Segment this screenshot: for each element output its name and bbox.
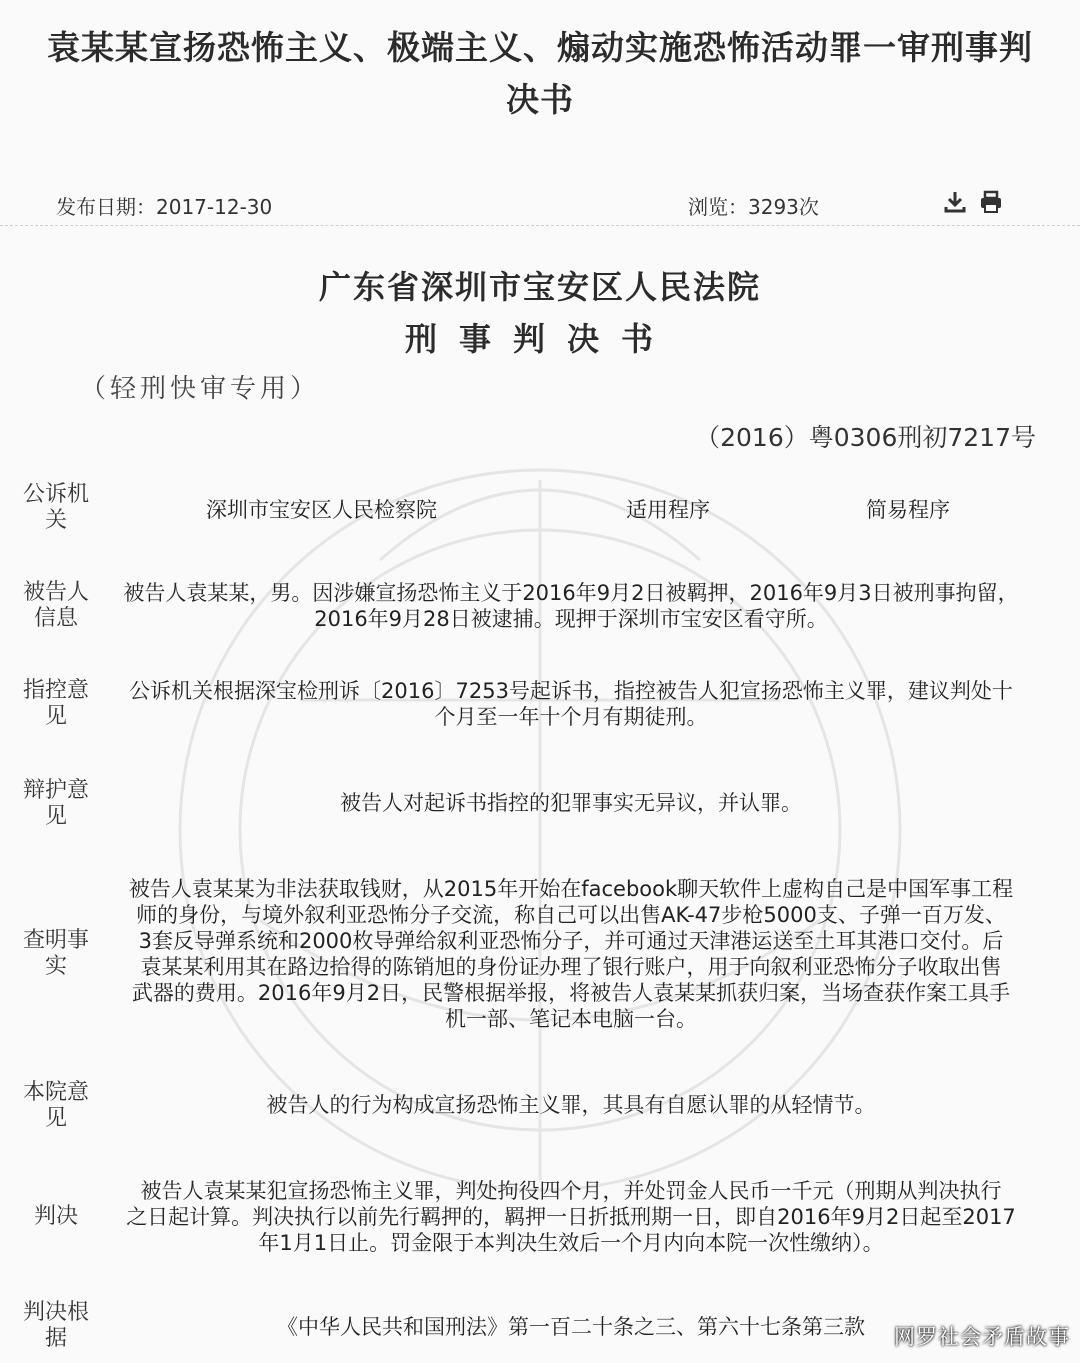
procedure-value: 简易程序 (866, 498, 950, 522)
download-icon[interactable] (942, 189, 968, 215)
charge-line: 个月至一年十个月有期徒刑。 (434, 705, 708, 729)
prosecutor-value: 深圳市宝安区人民检察院 (206, 498, 437, 522)
verdict-line: 之日起计算。判决执行以前先行羁押的，羁押一日折抵刑期一日，即自2016年9月2日起至2017 (126, 1205, 1016, 1229)
title-line-1: 袁某某宣扬恐怖主义、极端主义、煽动实施恐怖活动罪一审刑事判 (47, 28, 1033, 67)
facts-line: 被告人袁某某为非法获取钱财，从2015年开始在facebook聊天软件上虚构自己是中国军事工程 (128, 877, 1014, 901)
view-count: 浏览：3293次 (688, 195, 819, 219)
label-charge: 指控意见 (22, 678, 89, 729)
row-prosecutor (0, 482, 1080, 538)
row-defense (0, 778, 1080, 834)
verdict-line: 被告人袁某某犯宣扬恐怖主义罪，判处拘役四个月，并处罚金人民币一千元（刑期从判决执行 (140, 1179, 1002, 1203)
facts-line: 3套反导弹系统和2000枚导弹给叙利亚恐怖分子，并可通过天津港运送至土耳其港口交付。后 (138, 929, 1004, 953)
court-name: 广东省深圳市宝安区人民法院 (318, 268, 761, 306)
procedure-label: 适用程序 (626, 498, 710, 522)
case-number: （2016）粤0306刑初7217号 (695, 423, 1036, 452)
label-facts: 查明事实 (22, 928, 89, 979)
basis-info: 《中华人民共和国刑法》第一百二十条之三、第六十七条第三款 (277, 1315, 865, 1339)
verdict-line: 年1月1日止。罚金限于本判决生效后一个月内向本院一次性缴纳）。 (258, 1231, 884, 1255)
title-line-2: 决书 (506, 80, 574, 119)
page-title (30, 22, 1050, 126)
facts-info (102, 876, 1040, 1032)
label-defendant: 被告人信息 (22, 580, 89, 631)
charge-line: 公诉机关根据深宝检刑诉〔2016〕7253号起诉书，指控被告人犯宣扬恐怖主义罪，建议判处十 (129, 679, 1013, 703)
charge-info (102, 678, 1040, 730)
row-opinion (0, 1080, 1080, 1136)
source-watermark: 网罗社会矛盾故事 (894, 1325, 1070, 1349)
subtitle: （轻刑快审专用） (80, 374, 321, 404)
label-prosecutor: 公诉机关 (22, 482, 89, 533)
document-type: 刑事判决书 (404, 320, 675, 358)
opinion-info: 被告人的行为构成宣扬恐怖主义罪，其具有自愿认罪的从轻情节。 (266, 1093, 876, 1117)
facts-line: 机一部、笔记本电脑一台。 (445, 1007, 697, 1031)
facts-line: 师的身份，与境外叙利亚恐怖分子交流，称自己可以出售AK-47步枪5000支、子弹一百万发、 (136, 903, 1006, 927)
publish-date: 发布日期：2017-12-30 (56, 195, 273, 219)
defense-info: 被告人对起诉书指控的犯罪事实无异议，并认罪。 (340, 791, 802, 815)
defendant-line: 2016年9月28日被逮捕。现押于深圳市宝安区看守所。 (314, 607, 828, 631)
row-verdict (0, 1178, 1080, 1262)
facts-line: 袁某某利用其在路边拾得的陈销旭的身份证办理了银行账户，用于向叙利亚恐怖分子收取出售 (140, 955, 1002, 979)
print-icon[interactable] (978, 189, 1004, 215)
label-opinion: 本院意见 (22, 1080, 89, 1131)
defendant-line: 被告人袁某某，男。因涉嫌宣扬恐怖主义于2016年9月2日被羁押，2016年9月3日被刑事拘留， (123, 581, 1019, 605)
label-basis: 判决根据 (22, 1300, 89, 1351)
meta-bar (0, 185, 1080, 226)
row-facts (0, 876, 1080, 1036)
facts-line: 武器的费用。2016年9月2日，民警根据举报，将被告人袁某某抓获归案，当场查获作案工具手 (131, 981, 1011, 1005)
label-defense: 辩护意见 (22, 778, 89, 829)
verdict-info (102, 1178, 1040, 1256)
defendant-info (102, 580, 1040, 632)
label-verdict: 判决 (33, 1204, 78, 1229)
row-charge (0, 678, 1080, 734)
row-defendant (0, 580, 1080, 636)
